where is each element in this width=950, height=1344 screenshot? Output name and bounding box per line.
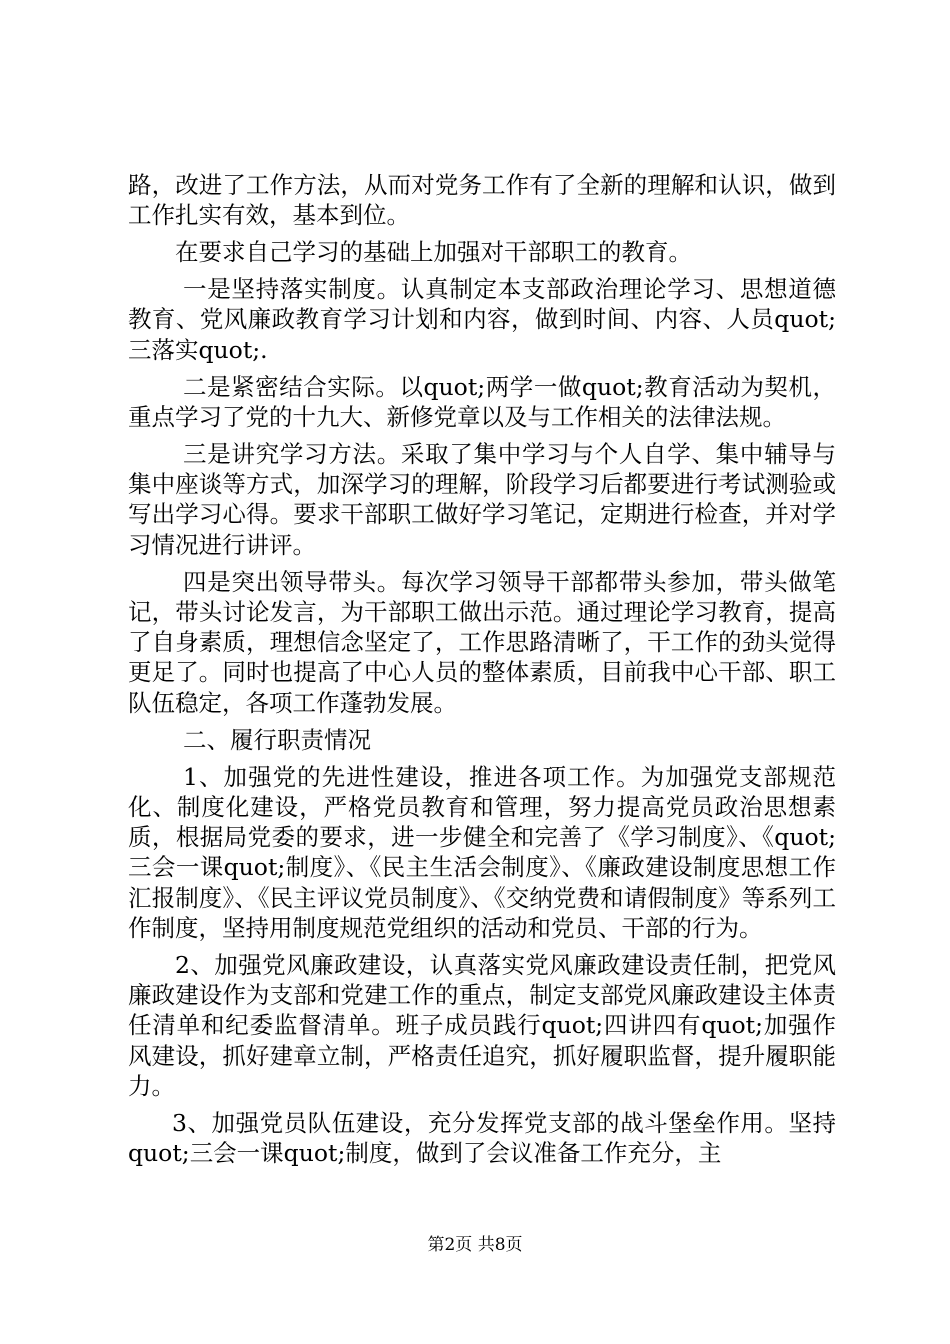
document-body	[128, 170, 836, 1175]
section-heading: 二、履行职责情况	[183, 725, 371, 754]
paragraph: 在要求自己学习的基础上加强对干部职工的教育。	[175, 238, 692, 267]
paragraph: 一是坚持落实制度。认真制定本支部政治理论学习、思想道德教育、党风廉政教育学习计划和内容，做到时间、内容、人员quot;三落实quot;.	[128, 275, 836, 364]
paragraph: 四是突出领导带头。每次学习领导干部都带头参加，带头做笔记，带头讨论发言，为干部职工做出示范。通过理论学习教育，提高了自身素质，理想信念坚定了，工作思路清晰了，干工作的劲头觉得更足了。同时也提高了中心人员的整体素质，目前我中心干部、职工队伍稳定，各项工作蓬勃发展。	[128, 567, 836, 717]
page-footer	[0, 1233, 950, 1257]
page-number: 第2页 共8页	[427, 1235, 523, 1255]
paragraph: 二是紧密结合实际。以quot;两学一做quot;教育活动为契机，重点学习了党的十九大、新修党章以及与工作相关的法律法规。	[128, 372, 836, 431]
paragraph: 2、加强党风廉政建设，认真落实党风廉政建设责任制，把党风廉政建设作为支部和党建工作的重点，制定支部党风廉政建设主体责任清单和纪委监督清单。班子成员践行quot;四讲四有quot;加强作风建设，抓好建章立制，严格责任追究，抓好履职监督，提升履职能力。	[128, 950, 836, 1101]
paragraph: 1、加强党的先进性建设，推进各项工作。为加强党支部规范化、制度化建设，严格党员教育和管理，努力提高党员政治思想素质，根据局党委的要求，进一步健全和完善了《学习制度》、《quot;三会一课quot;制度》、《民主生活会制度》、《廉政建设制度思想工作汇报制度》、《民主评议党员制度》、《交纳党费和请假制度》等系列工作制度，坚持用制度规范党组织的活动和党员、干部的行为。	[128, 762, 836, 942]
paragraph: 3、加强党员队伍建设，充分发挥党支部的战斗堡垒作用。坚持quot;三会一课quot;制度，做到了会议准备工作充分，主	[128, 1108, 836, 1168]
paragraph-continuation: 路，改进了工作方法，从而对党务工作有了全新的理解和认识，做到工作扎实有效，基本到位。	[128, 171, 836, 230]
paragraph: 三是讲究学习方法。采取了集中学习与个人自学、集中辅导与集中座谈等方式，加深学习的理解，阶段学习后都要进行考试测验或写出学习心得。要求干部职工做好学习笔记，定期进行检查，并对学习情况进行讲评。	[128, 439, 836, 559]
